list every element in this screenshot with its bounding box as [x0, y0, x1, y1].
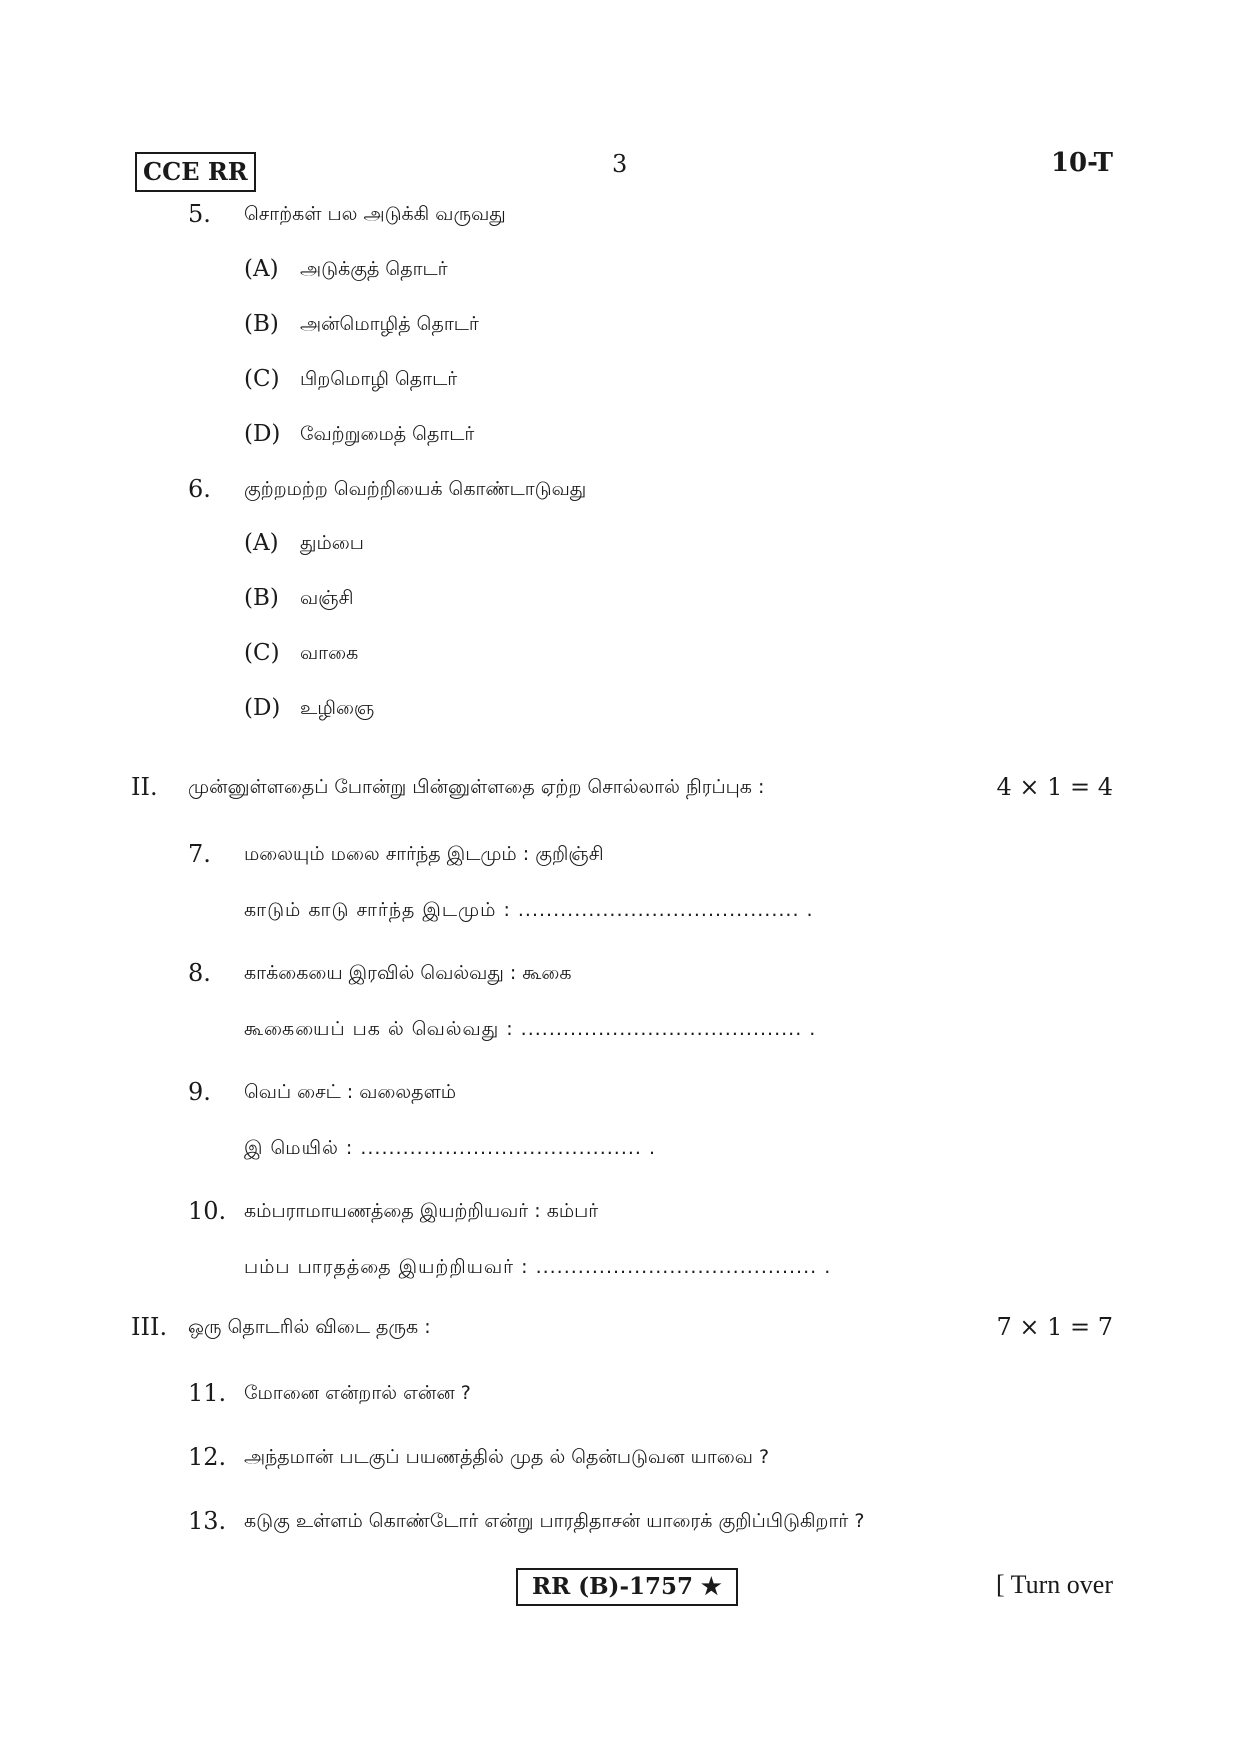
question-text: கடுகு உள்ளம் கொண்டோர் என்று பாரதிதாசன் யாரைக் குறிப்பிடுகிறார் ? [244, 1510, 865, 1532]
section-title: ஒரு தொடரில் விடை தருக : [188, 1316, 431, 1338]
question-number: 7. [188, 840, 211, 868]
question-number: 13. [188, 1507, 227, 1535]
question-blank-line: கூகையைப் பக ல் வெல்வது : ........................................ . [244, 1018, 817, 1040]
question-number: 9. [188, 1078, 211, 1106]
option-text: அன்மொழித் தொடர் [300, 313, 479, 335]
option-label: (B) [244, 311, 279, 337]
section-marks: 4 × 1 = 4 [996, 773, 1113, 801]
question-number: 8. [188, 959, 211, 987]
option-text: வாகை [300, 642, 359, 664]
section-roman: II. [131, 773, 158, 801]
question-text: மோனை என்றால் என்ன ? [244, 1382, 471, 1404]
question-number: 11. [188, 1379, 227, 1407]
option-text: வஞ்சி [300, 587, 354, 609]
header-code-box: CCE RR [135, 152, 256, 192]
option-label: (D) [244, 695, 281, 721]
question-line: காக்கையை இரவில் வெல்வது : கூகை [244, 962, 572, 984]
option-label: (A) [244, 256, 279, 282]
question-text: குற்றமற்ற வெற்றியைக் கொண்டாடுவது [244, 478, 587, 500]
question-text: அந்தமான் படகுப் பயணத்தில் முத ல் தென்படுவன யாவை ? [244, 1446, 770, 1468]
question-line: மலையும் மலை சார்ந்த இடமும் : குறிஞ்சி [244, 843, 604, 865]
question-blank-line: இ மெயில் : ........................................ . [244, 1137, 657, 1159]
option-text: தும்பை [300, 532, 364, 554]
option-label: (C) [244, 640, 280, 666]
footer-code-box: RR (B)-1757 ★ [516, 1568, 738, 1606]
option-label: (B) [244, 585, 279, 611]
option-text: அடுக்குத் தொடர் [300, 258, 448, 280]
option-label: (C) [244, 366, 280, 392]
section-title: முன்னுள்ளதைப் போன்று பின்னுள்ளதை ஏற்ற சொல்லால் நிரப்புக : [188, 776, 765, 798]
turn-over-text: [ Turn over [995, 1570, 1113, 1599]
option-text: உழிஞை [300, 697, 375, 719]
section-roman: III. [131, 1313, 168, 1341]
option-label: (D) [244, 421, 281, 447]
question-number: 12. [188, 1443, 227, 1471]
page-number: 3 [612, 150, 628, 178]
question-line: கம்பராமாயணத்தை இயற்றியவர் : கம்பர் [244, 1200, 599, 1222]
question-line: வெப் சைட் : வலைதளம் [244, 1081, 456, 1103]
option-text: வேற்றுமைத் தொடர் [300, 423, 475, 445]
question-blank-line: காடும் காடு சார்ந்த இடமும் : ........................................ . [244, 899, 814, 921]
question-blank-line: பம்ப பாரதத்தை இயற்றியவர் : ........................................ . [244, 1256, 832, 1278]
question-number: 6. [188, 475, 211, 503]
paper-code: 10-T [1050, 148, 1113, 178]
question-number: 5. [188, 200, 211, 228]
option-text: பிறமொழி தொடர் [300, 368, 458, 390]
section-marks: 7 × 1 = 7 [996, 1313, 1113, 1341]
option-label: (A) [244, 530, 279, 556]
question-text: சொற்கள் பல அடுக்கி வருவது [244, 203, 506, 225]
question-number: 10. [188, 1197, 227, 1225]
